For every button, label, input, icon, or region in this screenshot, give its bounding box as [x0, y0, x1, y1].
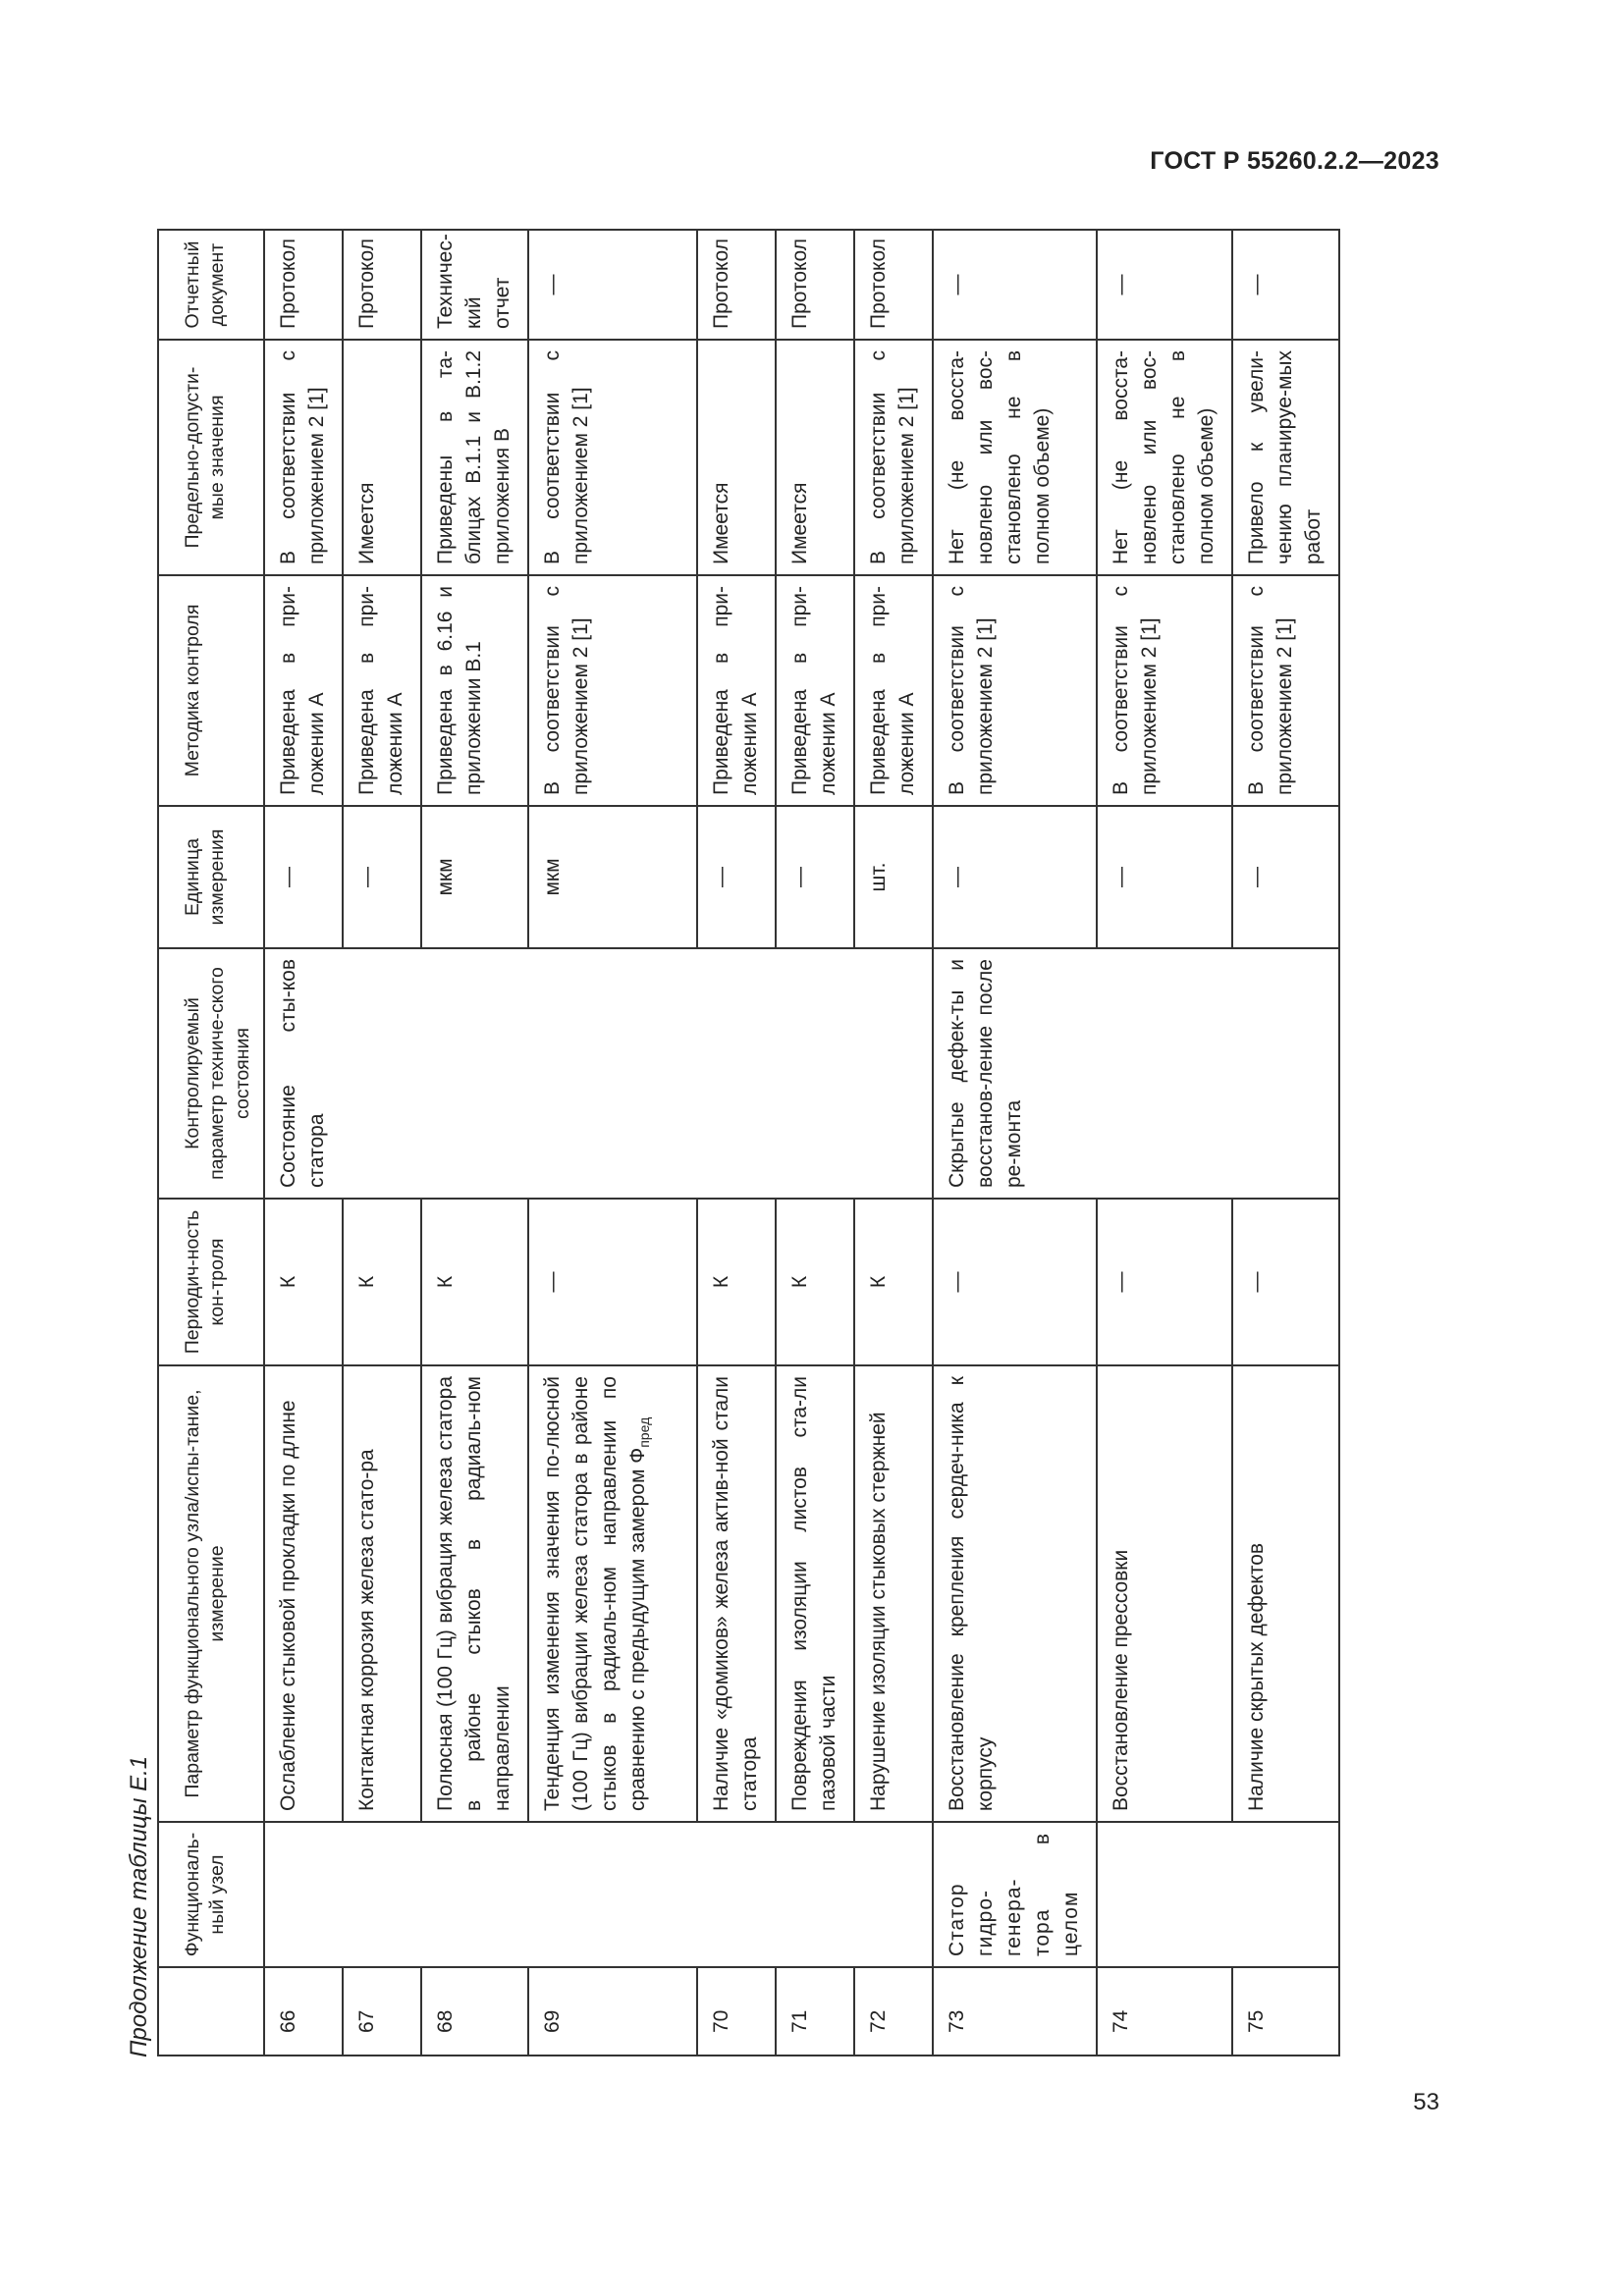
data-table — [157, 229, 1340, 2056]
row-number: 71 — [776, 1967, 854, 2056]
unit-cell: — — [697, 806, 776, 948]
limit-cell: Имеется — [343, 340, 421, 575]
method-cell: Приведена в при-ложении А — [697, 575, 776, 806]
rotated-table-container — [157, 231, 1325, 2056]
row-number: 72 — [854, 1967, 933, 2056]
row-number: 73 — [933, 1967, 1097, 2056]
method-cell: В соответствии с приложением 2 [1] — [1232, 575, 1339, 806]
unit-cell: шт. — [854, 806, 933, 948]
document-cell: — — [528, 230, 697, 340]
row-number: 70 — [697, 1967, 776, 2056]
periodicity-cell: — — [933, 1199, 1097, 1365]
method-cell: В соответствии с приложением 2 [1] — [1097, 575, 1232, 806]
periodicity-cell: К — [697, 1199, 776, 1365]
unit-cell: — — [1097, 806, 1232, 948]
header-document: Отчетный документ — [158, 230, 264, 340]
method-cell: Приведена в при-ложении А — [854, 575, 933, 806]
periodicity-cell: — — [1232, 1199, 1339, 1365]
parameter-cell — [528, 1365, 697, 1822]
document-cell: — — [1232, 230, 1339, 340]
row-number: 68 — [421, 1967, 528, 2056]
document-cell: Протокол — [697, 230, 776, 340]
header-unit: Единица измерения — [158, 806, 264, 948]
limit-cell: В соответствии с приложением 2 [1] — [854, 340, 933, 575]
parameter-cell: Восстановление прессовки — [1097, 1365, 1232, 1822]
parameter-subscript: пред — [636, 1416, 653, 1448]
document-cell: Техничес-кий отчет — [421, 230, 528, 340]
unit-cell: — — [933, 806, 1097, 948]
document-cell: Протокол — [776, 230, 854, 340]
table-row — [933, 230, 1097, 2056]
header-controlled-parameter: Контролируемый параметр техниче-ского состояния — [158, 948, 264, 1199]
table-caption: Продолжение таблицы Е.1 — [126, 1755, 152, 2057]
page-number: 53 — [1413, 2089, 1439, 2115]
unit-cell: — — [1232, 806, 1339, 948]
limit-cell: Имеется — [776, 340, 854, 575]
periodicity-cell: К — [343, 1199, 421, 1365]
method-cell: Приведена в при-ложении А — [776, 575, 854, 806]
row-number: 74 — [1097, 1967, 1232, 2056]
periodicity-cell: К — [264, 1199, 343, 1365]
header-node: Функциональ-ный узел — [158, 1822, 264, 1967]
limit-cell: В соответствии с приложением 2 [1] — [528, 340, 697, 575]
periodicity-cell: К — [421, 1199, 528, 1365]
standard-designation: ГОСТ Р 55260.2.2—2023 — [1150, 147, 1439, 175]
node-cell-empty — [1097, 1822, 1339, 1967]
header-method: Методика контроля — [158, 575, 264, 806]
parameter-text: Тенденция изменения значения по-люсной (100 Гц) вибрации железа статора в районе стыков в радиаль-ном направлении по сравнению с предыдущим замером Ф — [540, 1376, 649, 1811]
document-cell: — — [1097, 230, 1232, 340]
row-number: 75 — [1232, 1967, 1339, 2056]
limit-cell: Привело к увели-чению планируе-мых работ — [1232, 340, 1339, 575]
unit-cell: — — [264, 806, 343, 948]
limit-cell: Нет (не восста-новлено или вос-становлено не в полном объеме) — [933, 340, 1097, 575]
parameter-cell: Повреждения изоляции листов ста-ли пазовой части — [776, 1365, 854, 1822]
table-header-row — [158, 230, 264, 2056]
periodicity-cell: К — [776, 1199, 854, 1365]
row-number: 69 — [528, 1967, 697, 2056]
parameter-cell: Ослабление стыковой прокладки по длине — [264, 1365, 343, 1822]
unit-cell: мкм — [528, 806, 697, 948]
limit-cell: Приведены в та-блицах В.1.1 и В.1.2 приложения В — [421, 340, 528, 575]
parameter-cell: Контактная коррозия железа стато-ра — [343, 1365, 421, 1822]
unit-cell: мкм — [421, 806, 528, 948]
periodicity-cell: — — [1097, 1199, 1232, 1365]
header-parameter: Параметр функционального узла/испы-тание, измерение — [158, 1365, 264, 1822]
limit-cell: В соответствии с приложением 2 [1] — [264, 340, 343, 575]
parameter-cell: Восстановление крепления сердеч-ника к корпусу — [933, 1365, 1097, 1822]
document-cell: Протокол — [854, 230, 933, 340]
header-num — [158, 1967, 264, 2056]
document-cell: — — [933, 230, 1097, 340]
method-cell: Приведена в при-ложении А — [343, 575, 421, 806]
unit-cell: — — [343, 806, 421, 948]
row-number: 66 — [264, 1967, 343, 2056]
limit-cell: Нет (не восста-новлено или вос-становлено не в полном объеме) — [1097, 340, 1232, 575]
document-cell: Протокол — [264, 230, 343, 340]
node-cell: Статор гидро-генера-тора в целом — [933, 1822, 1097, 1967]
parameter-cell: Наличие «домиков» железа актив-ной стали статора — [697, 1365, 776, 1822]
limit-cell: Имеется — [697, 340, 776, 575]
document-cell: Протокол — [343, 230, 421, 340]
table-row — [264, 230, 343, 2056]
parameter-cell: Нарушение изоляции стыковых стержней — [854, 1365, 933, 1822]
parameter-cell: Полюсная (100 Гц) вибрация железа статора в районе стыков в радиаль-ном направлении — [421, 1365, 528, 1822]
method-cell: В соответствии с приложением 2 [1] — [933, 575, 1097, 806]
node-cell-empty — [264, 1822, 933, 1967]
method-cell: Приведена в 6.16 и приложении В.1 — [421, 575, 528, 806]
periodicity-cell: К — [854, 1199, 933, 1365]
method-cell: В соответствии с приложением 2 [1] — [528, 575, 697, 806]
controlled-parameter-cell: Скрытые дефек-ты и восстанов-ление после ре-монта — [933, 948, 1339, 1199]
header-limits: Предельно-допусти-мые значения — [158, 340, 264, 575]
row-number: 67 — [343, 1967, 421, 2056]
header-periodicity: Периодич-ность кон-троля — [158, 1199, 264, 1365]
periodicity-cell: — — [528, 1199, 697, 1365]
method-cell: Приведена в при-ложении А — [264, 575, 343, 806]
controlled-parameter-cell: Состояние сты-ков статора — [264, 948, 933, 1199]
parameter-cell: Наличие скрытых дефектов — [1232, 1365, 1339, 1822]
unit-cell: — — [776, 806, 854, 948]
